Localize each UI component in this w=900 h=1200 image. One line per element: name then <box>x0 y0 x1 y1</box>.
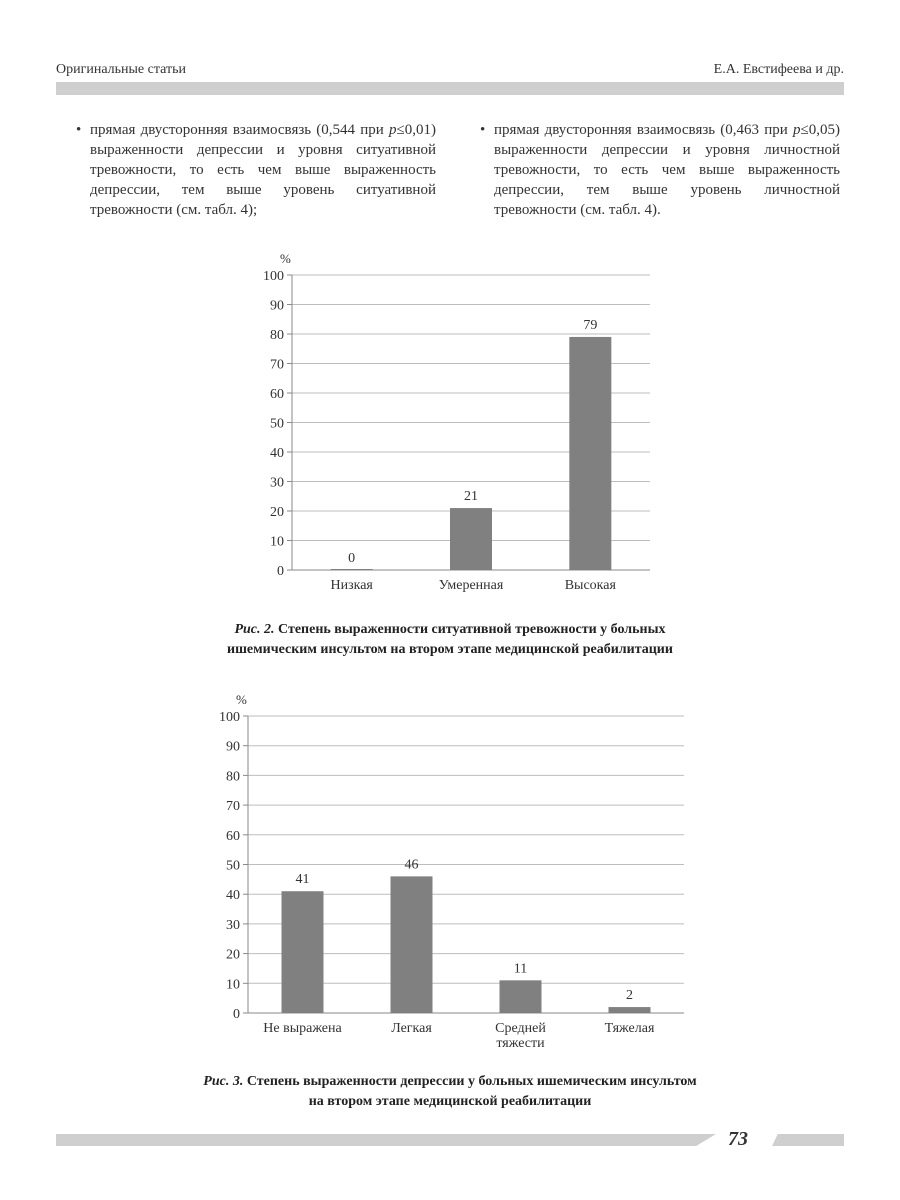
chart2-y-tick-label: 0 <box>277 564 284 579</box>
chart3-category-label: Средней <box>495 1021 546 1036</box>
chart2-y-tick-label: 70 <box>270 357 284 373</box>
chart3-y-tick-label: 50 <box>226 858 240 874</box>
chart2-y-tick-label: 90 <box>270 298 284 314</box>
chart2-y-tick-label: 40 <box>270 446 284 461</box>
chart2-y-tick-label: 10 <box>270 534 284 550</box>
paragraph-right-post: ≤0,05) выраженности депрессии и уровня личностной тревожности, то есть чем выше выраженность депрессии, тем выше уровень личностной тревожности (см. табл. 4). <box>494 122 840 218</box>
chart3-bar <box>391 876 433 1013</box>
chart2-y-tick-label: 80 <box>270 328 284 343</box>
chart3-category-label: Не выражена <box>263 1021 342 1036</box>
chart3-y-tick-label: 40 <box>226 888 240 904</box>
chart3-y-tick-label: 20 <box>226 947 240 963</box>
chart2-y-tick-label: 20 <box>270 505 284 520</box>
chart3-bar <box>609 1007 651 1013</box>
figure-2-caption <box>0 620 900 660</box>
footer-rule-right <box>772 1134 844 1146</box>
chart3-bar <box>500 980 542 1013</box>
figure-2-number: Рис. 2. <box>234 622 275 637</box>
chart3-unit-label: % <box>236 692 247 707</box>
chart2-bar <box>331 569 373 570</box>
page-number: 73 <box>728 1128 748 1150</box>
figure-3-number: Рис. 3. <box>203 1074 244 1089</box>
chart3-category-label: Тяжелая <box>604 1021 655 1036</box>
chart2-y-tick-label: 100 <box>263 269 284 284</box>
chart3-y-tick-label: 60 <box>226 828 240 844</box>
paragraph-left-post: ≤0,01) выраженности депрессии и уровня ситуативной тревожности, то есть чем выше выраженность депрессии, тем выше уровень ситуативной тревожности (см. табл. 4); <box>90 122 436 218</box>
chart2-unit-label: % <box>280 251 291 266</box>
bullet-marker: • <box>76 122 82 138</box>
chart3-data-label: 46 <box>404 857 419 873</box>
chart3-y-tick-label: 10 <box>226 977 240 993</box>
chart2-data-label: 79 <box>583 317 598 333</box>
bullet-marker: • <box>480 122 486 138</box>
chart3-category-label: Легкая <box>391 1021 432 1036</box>
figure-2-caption-text: Степень выраженности ситуативной тревожности у больных <box>274 622 666 637</box>
chart2-data-label: 21 <box>464 489 478 505</box>
chart2-data-label: 0 <box>348 551 356 566</box>
chart2-bar <box>569 337 611 570</box>
chart3-y-tick-label: 0 <box>233 1007 240 1022</box>
running-head-authors: Е.А. Евстифеева и др. <box>713 62 844 77</box>
chart3-data-label: 11 <box>513 961 528 977</box>
figure-3-caption-text: Степень выраженности депрессии у больных ишемическим инсультом <box>243 1074 697 1089</box>
chart3-y-tick-label: 90 <box>226 739 240 755</box>
chart2-category-label: Умеренная <box>438 578 504 593</box>
chart2-y-tick-label: 60 <box>270 387 284 402</box>
figure-3-caption <box>0 1072 900 1112</box>
chart3-y-tick-label: 70 <box>226 799 240 815</box>
figure-2-caption-line2: ишемическим инсультом на втором этапе медицинской реабилитации <box>227 642 673 657</box>
chart3-data-label: 41 <box>295 872 310 888</box>
running-head-section: Оригинальные статьи <box>56 62 186 77</box>
figure-3-caption-line2: на втором этапе медицинской реабилитации <box>308 1094 592 1109</box>
chart2-y-tick-label: 50 <box>270 416 284 432</box>
chart3-y-tick-label: 100 <box>219 710 240 725</box>
chart3-y-tick-label: 80 <box>226 769 240 785</box>
p-symbol: p <box>389 122 397 138</box>
chart3-bar <box>282 891 324 1013</box>
chart2-y-tick-label: 30 <box>270 475 284 491</box>
chart3-data-label: 2 <box>626 988 633 1004</box>
chart2-bar <box>450 508 492 570</box>
chart2-category-label: Низкая <box>330 578 373 593</box>
chart3-y-tick-label: 30 <box>226 917 240 933</box>
p-symbol: p <box>793 122 801 138</box>
paragraph-left-pre: прямая двусторонняя взаимосвязь (0,544 при <box>90 122 390 138</box>
footer-rule-left <box>56 1134 716 1146</box>
paragraph-right-pre: прямая двусторонняя взаимосвязь (0,463 при <box>494 122 794 138</box>
chart3-category-label: тяжести <box>496 1036 545 1051</box>
chart2-category-label: Высокая <box>564 578 616 593</box>
